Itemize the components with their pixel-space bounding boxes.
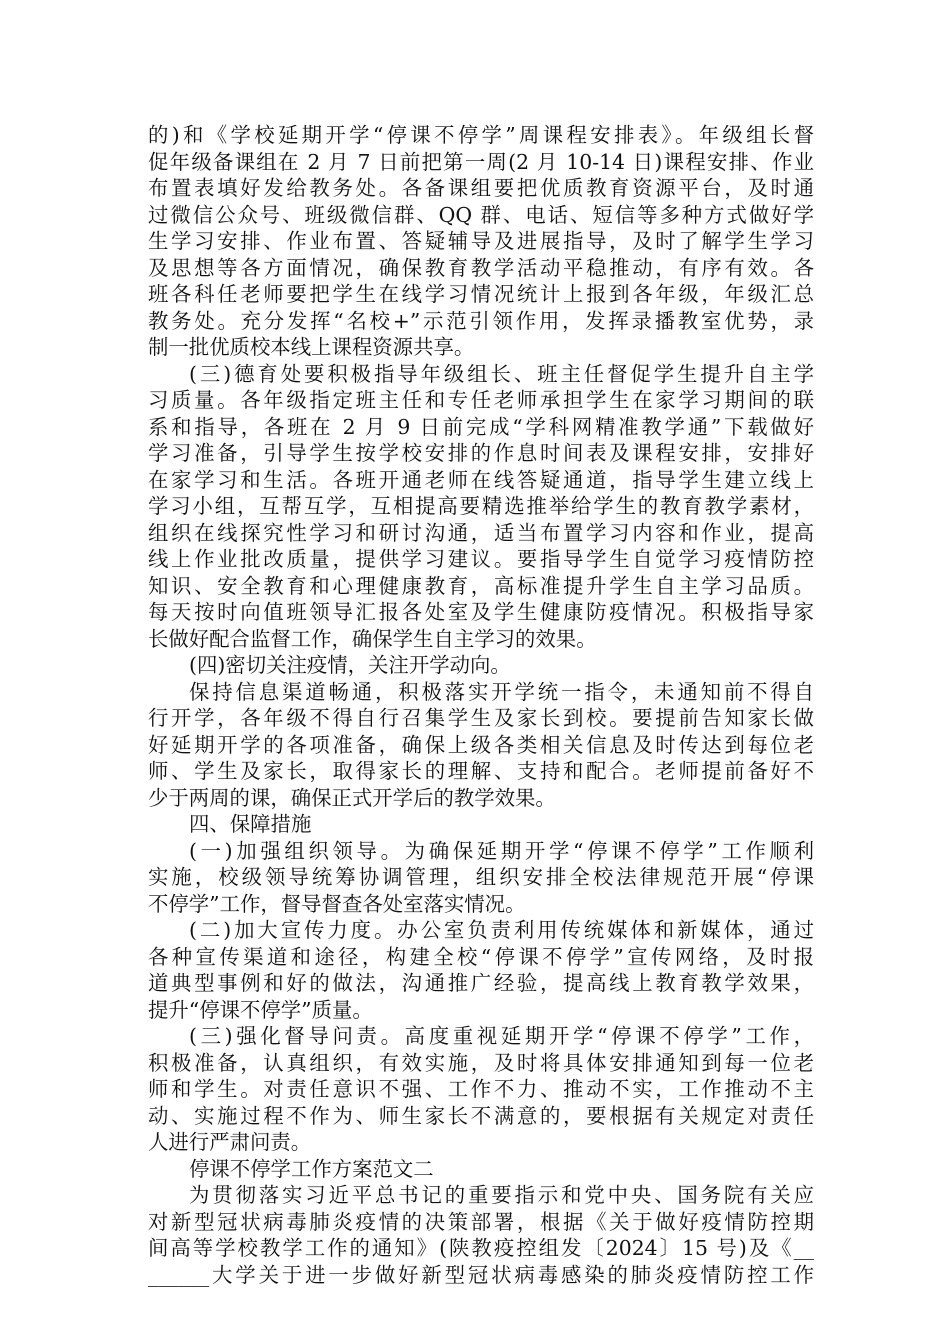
text-line-32: 各种宣传渠道和途径，构建全校“停课不停学”宣传网络，及时报	[148, 944, 814, 969]
text-line-6: 及思想等各方面情况，确保教育教学活动平稳推动，有序有效。各	[148, 255, 814, 280]
text-line-10: (三)德育处要积极指导年级组长、班主任督促学生提升自主学	[189, 361, 814, 386]
text-line-29: 实施，校级领导统筹协调管理，组织安排全校法律规范开展“停课	[148, 865, 814, 889]
text-line-42: 对新型冠状病毒肺炎疫情的决策部署，根据《关于做好疫情防控期	[148, 1209, 814, 1234]
text-line-16: 组织在线探究性学习和研讨沟通，适当布置学习内容和作业，提高	[148, 520, 814, 545]
text-line-39: 人进行严肃问责。	[148, 1130, 312, 1154]
text-line-24: 好延期开学的各项准备，确保上级各类相关信息及时传达到每位老	[148, 732, 814, 757]
text-line-28: (一)加强组织领导。为确保延期开学“停课不停学”工作顺利	[189, 838, 814, 863]
text-line-22: 保持信息渠道畅通，积极落实开学统一指令，未通知前不得自	[189, 679, 814, 704]
text-line-1: 的)和《学校延期开学“停课不停学”周课程安排表》。年级组长督	[148, 123, 814, 147]
text-line-43: 间高等学校教学工作的通知》(陕教疫控组发〔2024〕15 号)及《__	[148, 1236, 814, 1260]
text-line-38: 动、实施过程不作为、师生家长不满意的，要根据有关规定对责任	[148, 1103, 814, 1128]
text-line-35: (三)强化督导问责。高度重视延期开学“停课不停学”工作，	[189, 1024, 814, 1048]
text-line-11: 习质量。各年级指定班主任和专任老师承担学生在家学习期间的联	[148, 388, 814, 412]
text-line-25: 师、学生及家长，取得家长的理解、支持和配合。老师提前备好不	[148, 759, 814, 783]
text-line-23: 行开学，各年级不得自行召集学生及家长到校。要提前告知家长做	[148, 706, 814, 730]
text-line-9: 制一批优质校本线上课程资源共享。	[148, 335, 475, 359]
text-line-12: 系和指导，各班在 2 月 9 日前完成“学科网精准教学通”下载做好	[148, 414, 814, 439]
section-heading: 四、保障措施	[189, 812, 312, 836]
text-line-36: 积极准备，认真组织，有效实施，及时将具体安排通知到每一位老	[148, 1050, 814, 1075]
text-line-21: (四)密切关注疫情，关注开学动向。	[189, 653, 511, 677]
text-line-30: 不停学”工作，督导督查各处室落实情况。	[148, 891, 526, 916]
text-line-26: 少于两周的课，确保正式开学后的教学效果。	[148, 785, 556, 810]
text-line-15: 学习小组，互帮互学，互相提高要精选推举给学生的教育教学素材，	[148, 494, 814, 518]
text-line-18: 知识、安全教育和心理健康教育，高标准提升学生自主学习品质。	[148, 573, 814, 598]
text-line-37: 师和学生。对责任意识不强、工作不力、推动不实，工作推动不主	[148, 1077, 814, 1101]
text-line-3: 布置表填好发给教务处。各备课组要把优质教育资源平台，及时通	[148, 176, 814, 200]
text-line-20: 长做好配合监督工作，确保学生自主学习的效果。	[148, 626, 597, 651]
text-line-17: 线上作业批改质量，提供学习建议。要指导学生自觉学习疫情防控	[148, 547, 814, 571]
text-line-8: 教务处。充分发挥“名校+”示范引领作用，发挥录播教室优势，录	[148, 308, 814, 333]
text-line-33: 道典型事例和好的做法，沟通推广经验，提高线上教育教学效果，	[148, 971, 814, 995]
text-line-34: 提升“停课不停学”质量。	[148, 997, 373, 1022]
subtitle-line: 停课不停学工作方案范文二	[189, 1156, 434, 1181]
text-line-2: 促年级备课组在 2 月 7 日前把第一周(2 月 10-14 日)课程安排、作业	[148, 149, 814, 174]
text-line-19: 每天按时向值班领导汇报各处室及学生健康防疫情况。积极指导家	[148, 600, 814, 624]
text-line-31: (二)加大宣传力度。办公室负责利用传统媒体和新媒体，通过	[189, 918, 814, 942]
document-body	[148, 122, 814, 1288]
text-line-5: 生学习安排、作业布置、答疑辅导及进展指导，及时了解学生学习	[148, 229, 814, 253]
text-line-41: 为贯彻落实习近平总书记的重要指示和党中央、国务院有关应	[189, 1183, 814, 1207]
text-line-14: 在家学习和生活。各班开通老师在线答疑通道，指导学生建立线上	[148, 467, 814, 492]
text-line-4: 过微信公众号、班级微信群、QQ 群、电话、短信等多种方式做好学	[148, 202, 814, 227]
text-line-13: 学习准备，引导学生按学校安排的作息时间表及课程安排，安排好	[148, 441, 814, 465]
text-line-44: ______大学关于进一步做好新型冠状病毒感染的肺炎疫情防控工作	[148, 1262, 814, 1287]
text-line-7: 班各科任老师要把学生在线学习情况统计上报到各年级，年级汇总	[148, 282, 814, 306]
